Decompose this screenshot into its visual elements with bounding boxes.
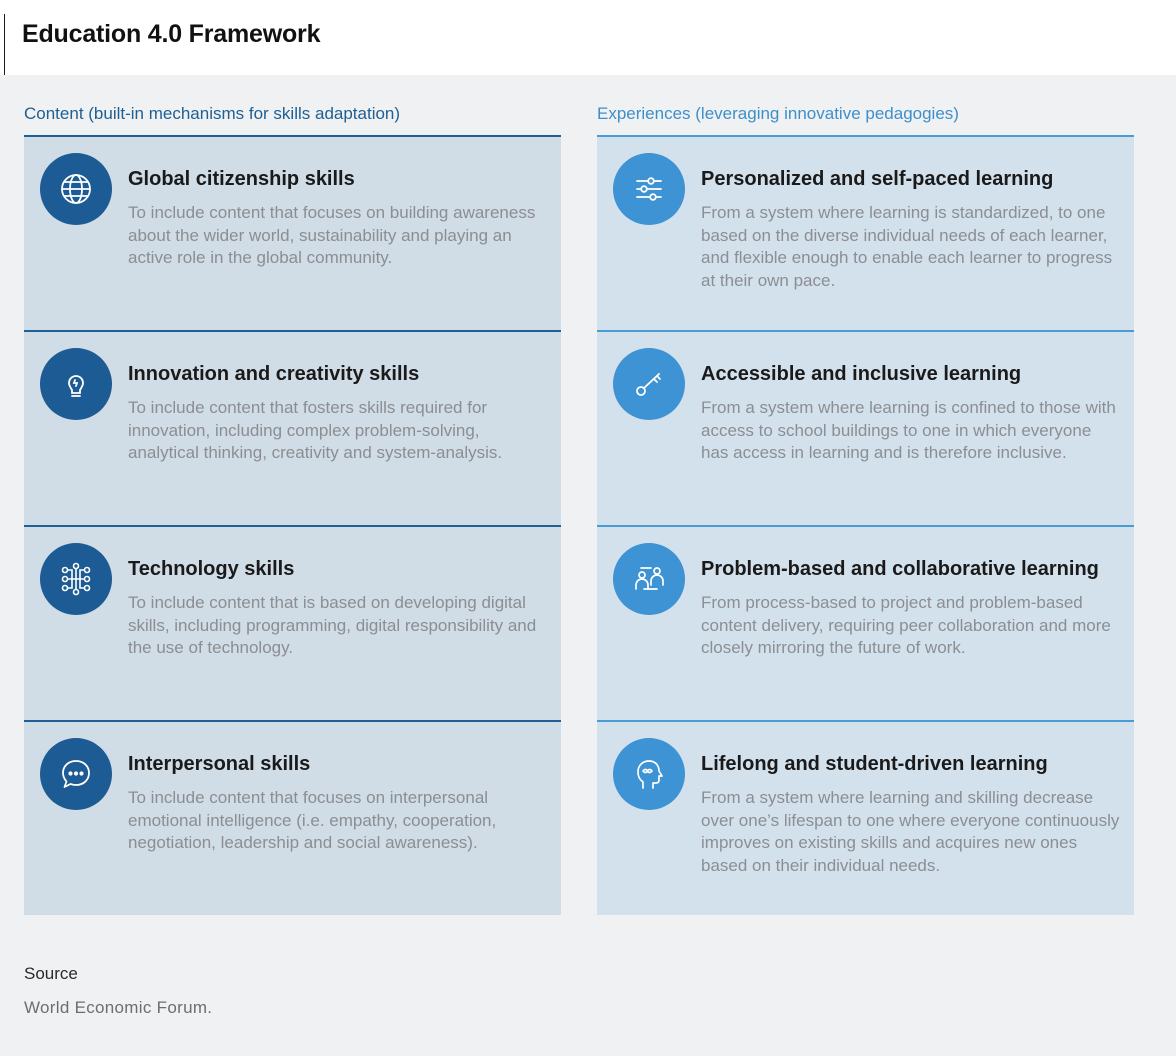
- page-title: Education 4.0 Framework: [22, 20, 321, 48]
- card-title: Accessible and inclusive learning: [701, 363, 1022, 385]
- card-global-citizenship: [24, 135, 561, 330]
- globe-icon: [40, 153, 112, 225]
- card-innovation-creativity: [24, 330, 561, 525]
- source-label: Source: [24, 964, 78, 983]
- card-description: To include content that focuses on building awareness about the wider world, sustainability and playing an active role in the global community.: [128, 203, 536, 267]
- head-infinity-icon: [613, 738, 685, 810]
- card-accessible: [597, 330, 1134, 525]
- card-problem-based: [597, 525, 1134, 720]
- card-lifelong: [597, 720, 1134, 915]
- card-title: Interpersonal skills: [128, 753, 311, 775]
- collaboration-icon: [613, 543, 685, 615]
- card-description: To include content that is based on developing digital skills, including programming, digital responsibility and the use of technology.: [128, 593, 537, 657]
- card-title: Technology skills: [128, 558, 295, 580]
- header: [0, 0, 1176, 75]
- card-title: Problem-based and collaborative learning: [701, 558, 1099, 580]
- experiences-column-heading: Experiences (leveraging innovative pedagogies): [597, 104, 959, 123]
- card-title: Personalized and self-paced learning: [701, 168, 1054, 190]
- card-title: Innovation and creativity skills: [128, 363, 420, 385]
- card-interpersonal: [24, 720, 561, 915]
- sliders-icon: [613, 153, 685, 225]
- header-rule: [4, 14, 5, 75]
- key-icon: [613, 348, 685, 420]
- card-title: Lifelong and student-driven learning: [701, 753, 1048, 775]
- card-description: From process-based to project and problem-based content delivery, requiring peer collaboration and more closely mirroring the future of work.: [701, 593, 1111, 657]
- content-column: [24, 135, 561, 915]
- experiences-column: [597, 135, 1134, 915]
- card-title: Global citizenship skills: [128, 168, 355, 190]
- speech-bubble-icon: [40, 738, 112, 810]
- circuit-icon: [40, 543, 112, 615]
- card-description: From a system where learning and skilling decrease over one’s lifespan to one where everyone continuously improves on existing skills and acquires new ones based on their individual needs.: [701, 788, 1120, 875]
- source-text: World Economic Forum.: [24, 998, 213, 1017]
- lightbulb-icon: [40, 348, 112, 420]
- card-technology: [24, 525, 561, 720]
- card-description: To include content that focuses on interpersonal emotional intelligence (i.e. empathy, cooperation, negotiation, leadership and social awareness).: [128, 788, 497, 852]
- card-description: From a system where learning is standardized, to one based on the diverse individual needs of each learner, and flexible enough to enable each learner to progress at their own pace.: [701, 203, 1113, 290]
- card-description: To include content that fosters skills required for innovation, including complex problem-solving, analytical thinking, creativity and system-analysis.: [128, 398, 503, 462]
- card-description: From a system where learning is confined to those with access to school buildings to one in which everyone has access in learning and is therefore inclusive.: [701, 398, 1116, 462]
- card-personalized: [597, 135, 1134, 330]
- content-column-heading: Content (built-in mechanisms for skills adaptation): [24, 104, 401, 123]
